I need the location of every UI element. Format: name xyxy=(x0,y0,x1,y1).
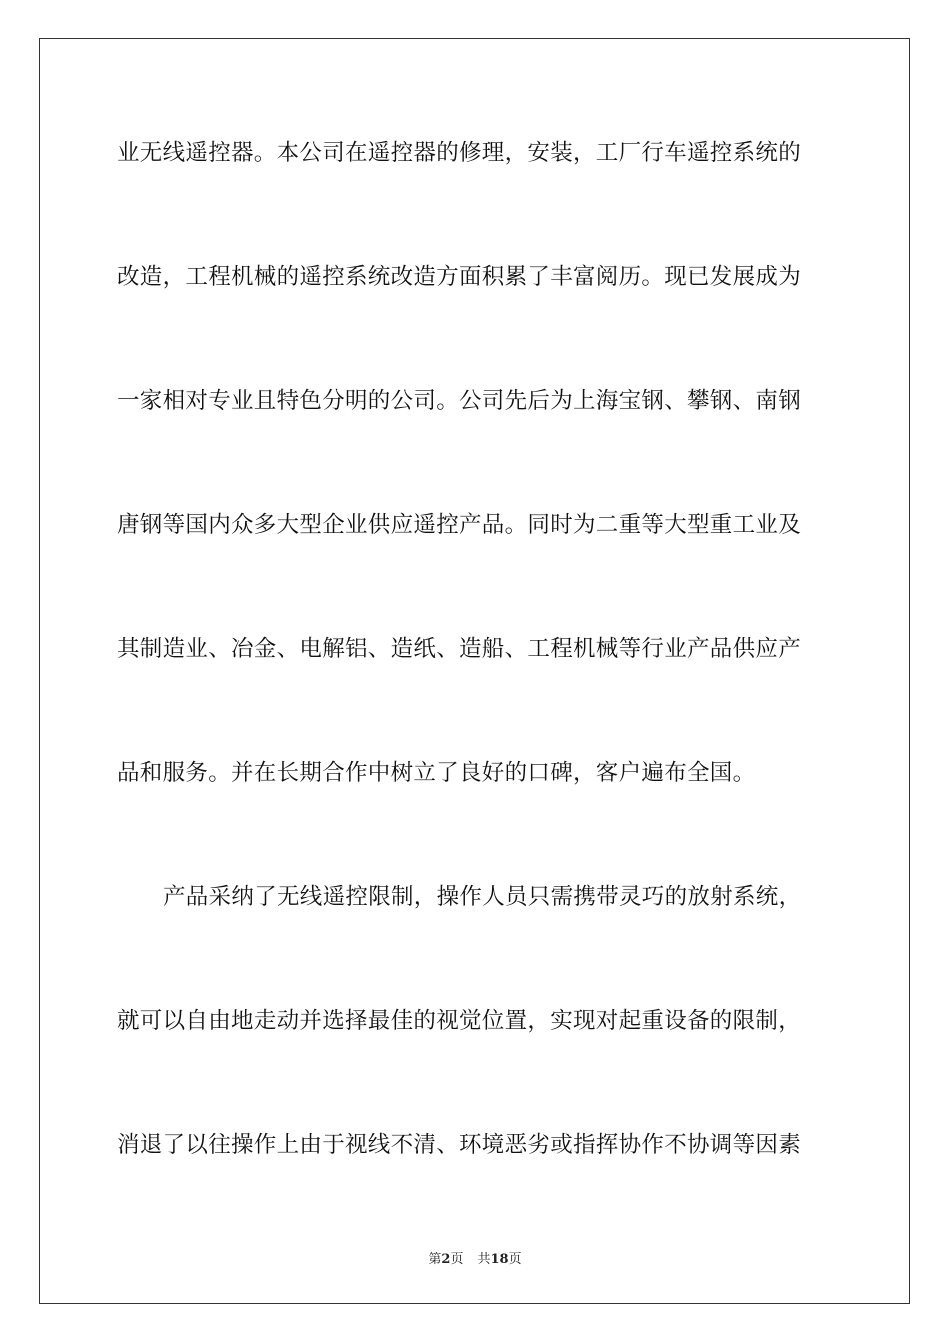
text-line: 其制造业、冶金、电解铝、造纸、造船、工程机械等行业产品供应产 xyxy=(117,636,802,662)
text-line: 一家相对专业且特色分明的公司。公司先后为上海宝钢、攀钢、南钢 xyxy=(117,388,802,414)
total-pages: 18 xyxy=(490,1252,509,1267)
text-line: 品和服务。并在长期合作中树立了良好的口碑，客户遍布全国。 xyxy=(117,760,756,786)
text-line: 消退了以往操作上由于视线不清、环境恶劣或指挥协作不协调等因素 xyxy=(117,1132,802,1158)
page-number: 2 xyxy=(441,1252,451,1267)
document-body xyxy=(117,124,837,1240)
text-line: 业无线遥控器。本公司在遥控器的修理，安装，工厂行车遥控系统的 xyxy=(117,140,802,166)
page-suffix: 页 xyxy=(450,1252,464,1267)
text-line: 改造，工程机械的遥控系统改造方面积累了丰富阅历。现已发展成为 xyxy=(117,264,802,290)
total-prefix: 共 xyxy=(477,1252,491,1267)
total-suffix: 页 xyxy=(508,1252,522,1267)
text-line: 唐钢等国内众多大型企业供应遥控产品。同时为二重等大型重工业及 xyxy=(117,512,802,538)
page-prefix: 第 xyxy=(428,1252,442,1267)
text-line: 就可以自由地走动并选择最佳的视觉位置，实现对起重设备的限制， xyxy=(117,1008,802,1034)
page-footer xyxy=(0,1248,950,1267)
text-line-indented: 产品采纳了无线遥控限制，操作人员只需携带灵巧的放射系统， xyxy=(163,884,802,910)
